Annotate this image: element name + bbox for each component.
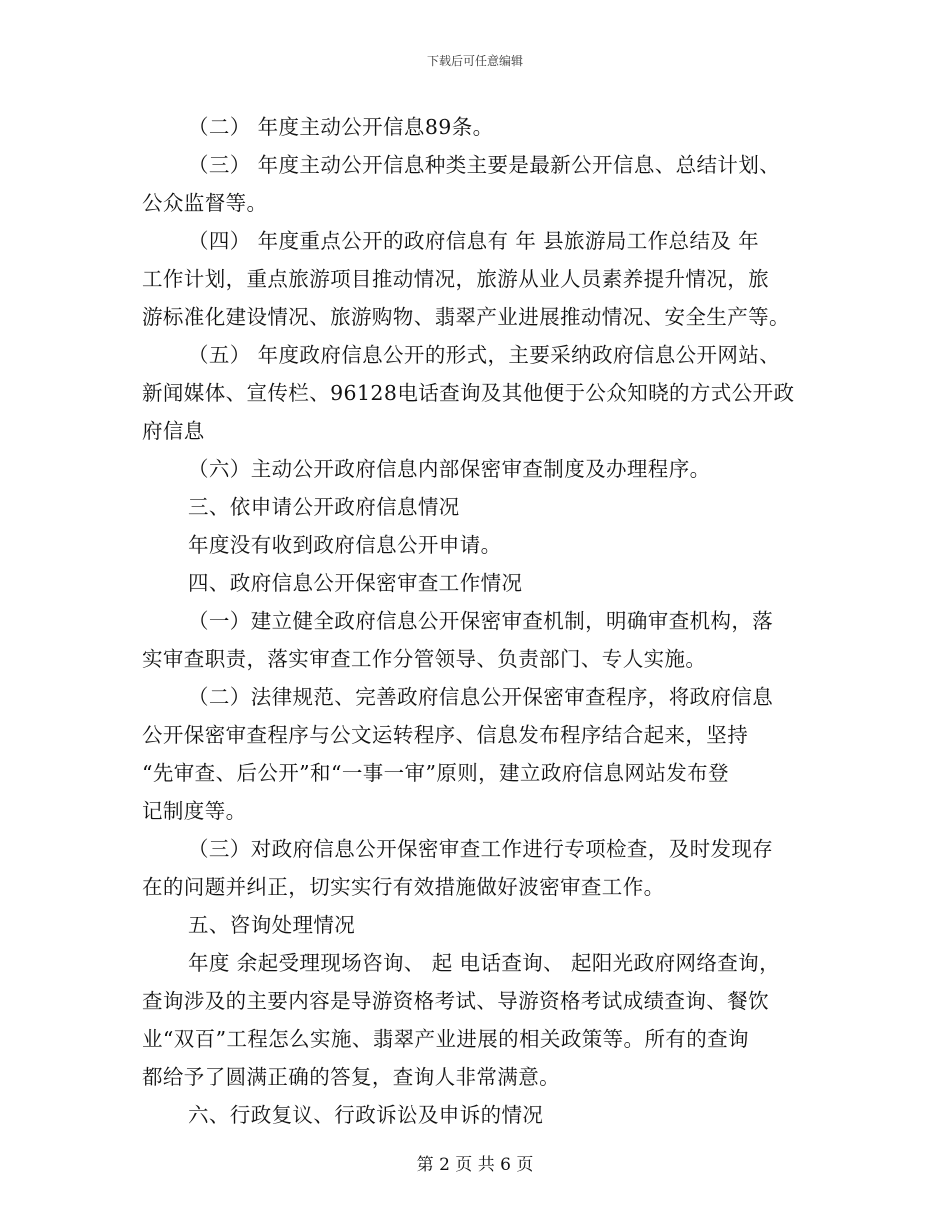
- paragraph-line: 查询涉及的主要内容是导游资格考试、导游资格考试成绩查询、餐饮: [142, 989, 769, 1013]
- paragraph-line: 都给予了圆满正确的答复，查询人非常满意。: [142, 1065, 560, 1089]
- paragraph-line: 府信息: [142, 419, 205, 443]
- paragraph-line: （二）法律规范、完善政府信息公开保密审查程序，将政府信息: [188, 685, 774, 709]
- section-heading: 六、行政复议、行政诉讼及申诉的情况: [188, 1103, 544, 1127]
- paragraph-line: 年度 余起受理现场咨询、 起 电话查询、 起阳光政府网络查询，: [188, 951, 780, 975]
- paragraph-line: （三） 年度主动公开信息种类主要是最新公开信息、总结计划、: [188, 153, 781, 177]
- paragraph-line: 业“双百”工程怎么实施、翡翠产业进展的相关政策等。所有的查询: [142, 1027, 749, 1051]
- section-heading: 四、政府信息公开保密审查工作情况: [188, 571, 523, 595]
- paragraph-line: 记制度等。: [142, 799, 247, 823]
- paragraph-line: 实审查职责，落实审查工作分管领导、负责部门、专人实施。: [142, 647, 707, 671]
- paragraph-line: （五） 年度政府信息公开的形式，主要采纳政府信息公开网站、: [188, 343, 781, 367]
- section-heading: 五、咨询处理情况: [188, 913, 356, 937]
- paragraph-line: 工作计划，重点旅游项目推动情况，旅游从业人员素养提升情况，旅: [142, 267, 769, 291]
- page-footer: 第 2 页 共 6 页: [416, 1155, 534, 1175]
- paragraph-line: 公开保密审查程序与公文运转程序、信息发布程序结合起来，坚持: [142, 723, 749, 747]
- paragraph-line: “先审查、后公开”和“一事一审”原则，建立政府信息网站发布登: [142, 761, 729, 785]
- page-header: 下载后可任意编辑: [426, 54, 523, 68]
- paragraph-line: （六）主动公开政府信息内部保密审查制度及办理程序。: [188, 457, 711, 481]
- section-heading: 三、依申请公开政府信息情况: [188, 495, 460, 519]
- paragraph-line: （二） 年度主动公开信息89条。: [188, 115, 494, 139]
- paragraph-line: 在的问题并纠正，切实实行有效措施做好波密审查工作。: [142, 875, 665, 899]
- paragraph-line: （三）对政府信息公开保密审查工作进行专项检查，及时发现存: [188, 837, 774, 861]
- document-body: [142, 108, 810, 1134]
- paragraph-line: 新闻媒体、宣传栏、96128电话查询及其他便于公众知晓的方式公开政: [142, 381, 795, 405]
- paragraph-line: （四） 年度重点公开的政府信息有 年 县旅游局工作总结及 年: [188, 229, 760, 253]
- paragraph-line: 公众监督等。: [142, 191, 268, 215]
- paragraph-line: 年度没有收到政府信息公开申请。: [188, 533, 502, 557]
- paragraph-line: 游标准化建设情况、旅游购物、翡翠产业进展推动情况、安全生产等。: [142, 305, 790, 329]
- paragraph-line: （一）建立健全政府信息公开保密审查机制，明确审查机构，落: [188, 609, 774, 633]
